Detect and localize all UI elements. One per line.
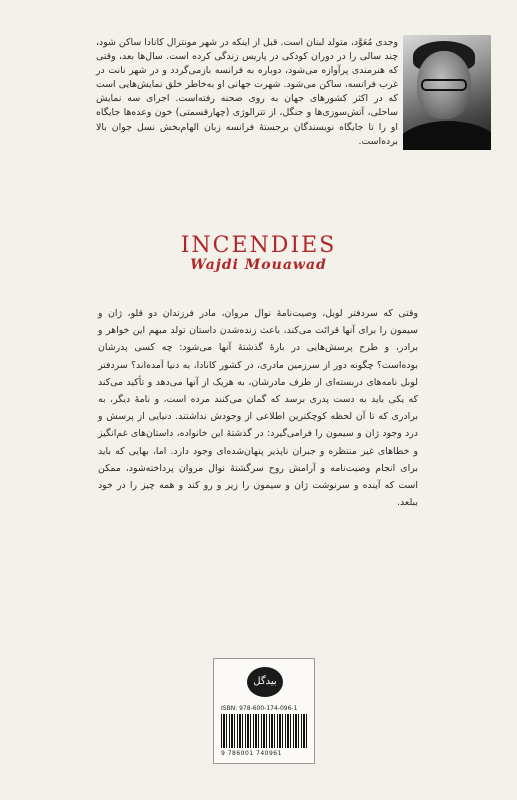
barcode-number: 9 786001 740961	[221, 750, 282, 757]
publisher-logo: بیدگل	[247, 667, 283, 697]
isbn-label: ISBN: 978-600-174-096-1	[221, 705, 298, 712]
book-summary	[98, 305, 418, 511]
author-photo	[403, 35, 491, 150]
summary-text: وقتی که سردفتر لوبل، وصیت‌نامهٔ نوال مروان، مادر فرزندان دو قلو، ژان و سیمون را برای آنها قرائت می‌کند، باعث زنده‌شدن داستان تولد مبهم این خواهر و برادر، و طرح پرسش‌هایی در بارهٔ گذشتهٔ آنها می‌شود: چه کسی پدرشان بوده‌است؟ چگونه دور از سرزمین مادری، در کشور کانادا، به دنیا آمده‌اند؟ سردفتر لوبل نامه‌های دربسته‌ای از طرف مادرشان، به هریک از آنها می‌دهد و تأکید می‌کند که یکی باید به دست پدری برسد که گمان می‌کنند مرده است، و نامهٔ دیگر، به برادری که تا آن لحظه کوچکترین اطلاعی از وجودش نداشتند. دنیایی از پرسش و درد وجود ژان و سیمون را فرامی‌گیرد: در گذشتهٔ این خانواده، داستان‌های غم‌انگیز و خطاهای غیر منتظره و جبران ناپذیر پنهان‌شده‌ای وجود دارد. اما، بهایی که باید برای انجام وصیت‌نامه و آرامش روح سرگشتهٔ نوال مروان پرداخته‌شود، ممکن است که آینده و سرنوشت ژان و سیمون را زیر و رو کند و همه چیز را در خود ببلعد.	[98, 308, 418, 509]
book-author: Wajdi Mouawad	[190, 257, 327, 273]
biography-text: وجدی مُعَوَّد، متولد لبنان است. قبل از اینکه در شهر مونترال کانادا ساکن شود، چند سالی را در دوران کودکی در پاریس زندگی کرده است. سال‌ها بعد، وقتی که هنرمندی پرآوازه می‌شود، دوباره به فرانسه بازمی‌گردد و در شهر نانت در غرب فرانسه، ساکن می‌شود. شهرت جهانی او به‌خاطر خلق نمایش‌هایی است که در اکثر کشورهای جهان به روی صحنه رفته‌است. اجرای سه نمایش ساحلی، آتش‌سوزی‌ها و جنگل، از تترالوژی (چهارقسمتی) خون وعده‌ها جایگاه او را تا جایگاه نویسندگان برجستهٔ فرانسه زبان الهام‌بخش نسل جوان بالا برده‌است.	[96, 37, 398, 147]
book-title: INCENDIES	[180, 233, 337, 258]
author-biography	[96, 36, 398, 149]
barcode-bars	[221, 714, 309, 748]
barcode-panel	[213, 658, 315, 764]
